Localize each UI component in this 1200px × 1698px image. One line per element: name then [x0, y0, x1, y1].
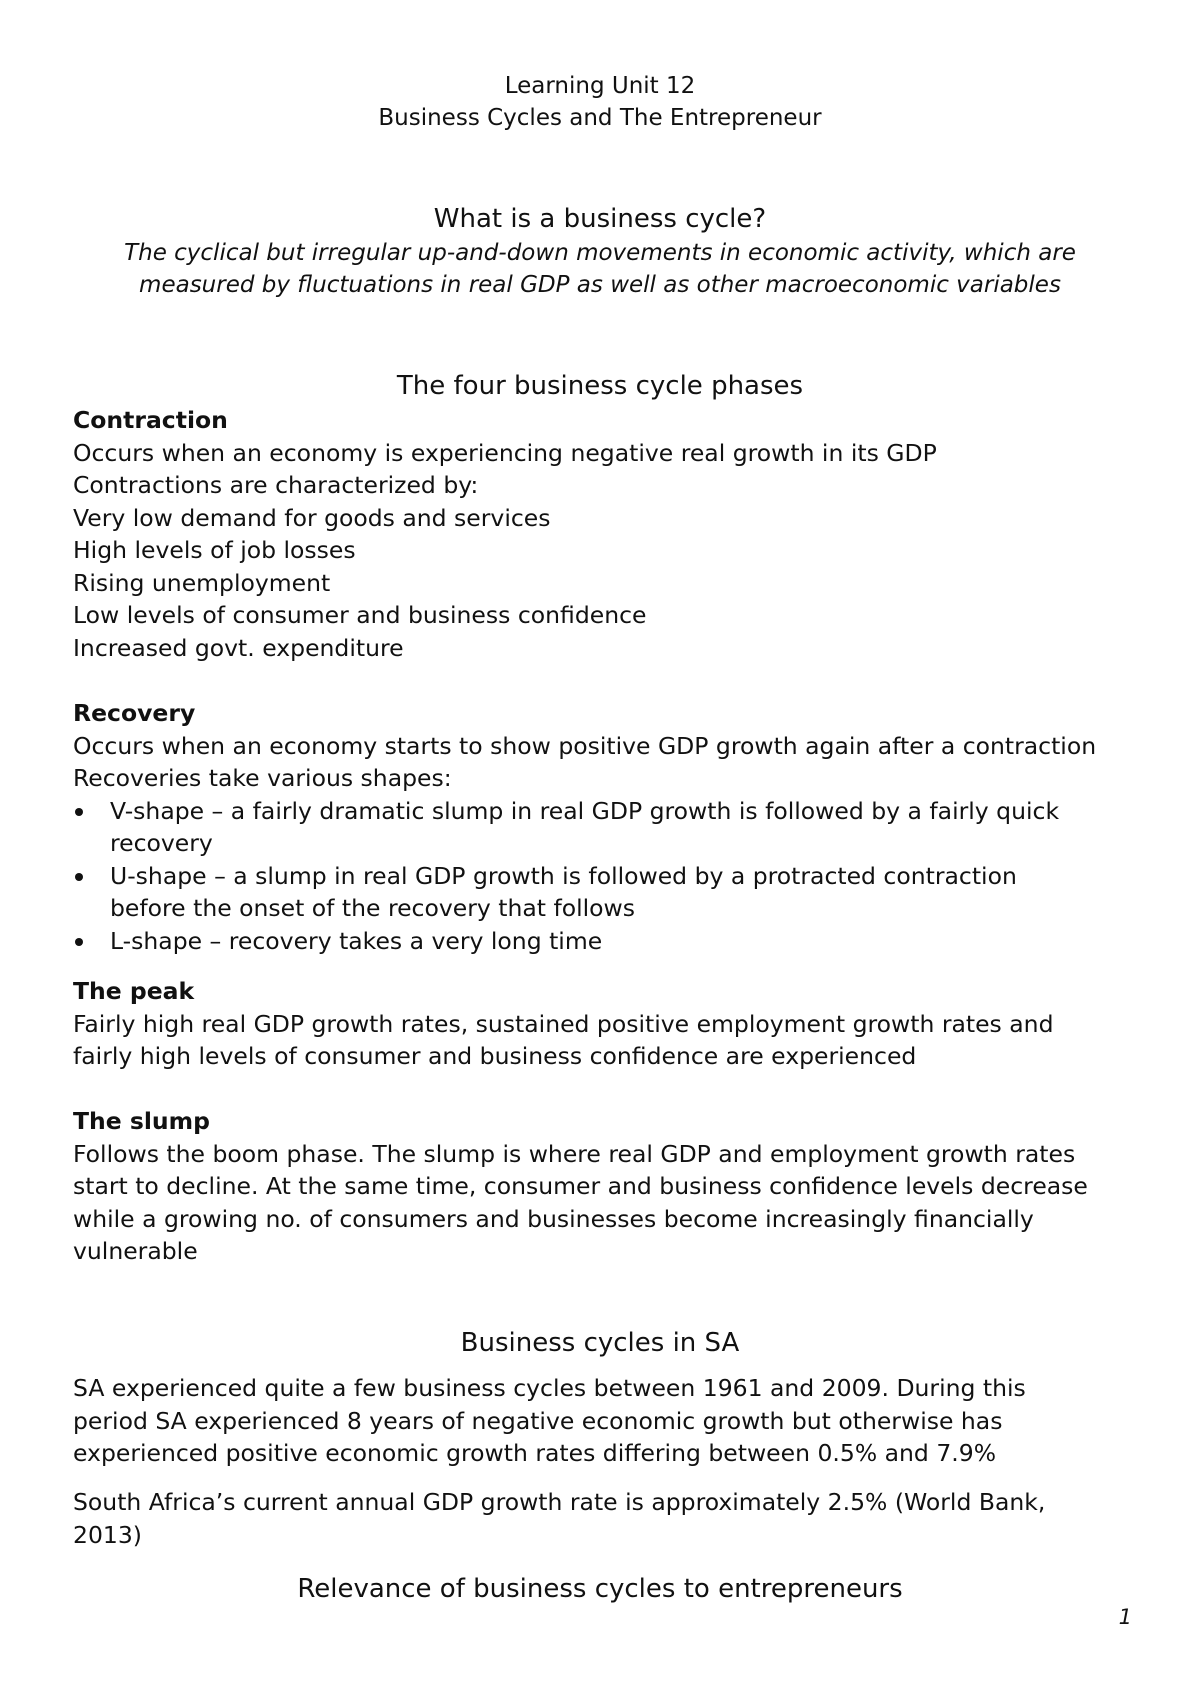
document-title: Business Cycles and The Entrepreneur [378, 105, 822, 131]
sa-paragraph-1: SA experienced quite a few business cycles between 1961 and 2009. During this period SA experienced 8 years of negative economic growth but otherwise has experienced positive economic growth rates differing between 0.5% and 7.9% [73, 1374, 1026, 1467]
slump-line: Follows the boom phase. The slump is where real GDP and employment growth rates [73, 1139, 1076, 1168]
sa-heading: Business cycles in SA [460, 1328, 740, 1358]
slump-section [73, 1105, 1143, 1268]
slump-line: vulnerable [73, 1237, 198, 1265]
list-item: V-shape – a fairly dramatic slump in real GDP growth is followed by a fairly quick recovery [73, 795, 1143, 860]
list-item: L-shape – recovery takes a very long time [73, 925, 1143, 958]
contraction-line: Very low demand for goods and services [73, 503, 551, 532]
definition-line-2: measured by fluctuations in real GDP as well as other macroeconomic variables [139, 272, 1061, 298]
contraction-line: Rising unemployment [73, 568, 331, 597]
peak-line: Fairly high real GDP growth rates, sustained positive employment growth rates and [73, 1009, 1054, 1038]
recovery-shapes-list [73, 795, 1143, 958]
contraction-line: Contractions are characterized by: [73, 471, 479, 499]
peak-title: The peak [73, 977, 195, 1005]
list-item: U-shape – a slump in real GDP growth is followed by a protracted contraction before the onset of the recovery that follows [73, 860, 1143, 925]
contraction-line: Occurs when an economy is experiencing negative real growth in its GDP [73, 438, 937, 467]
slump-line: while a growing no. of consumers and businesses become increasingly financially [73, 1204, 1034, 1233]
slump-line: start to decline. At the same time, consumer and business confidence levels decrease [73, 1172, 1088, 1200]
contraction-line: Low levels of consumer and business confidence [73, 601, 647, 629]
definition-line-1: The cyclical but irregular up-and-down movements in economic activity, which are [124, 240, 1076, 266]
page-number: 1 [1118, 1605, 1132, 1629]
recovery-line: Occurs when an economy starts to show positive GDP growth again after a contraction [73, 731, 1097, 760]
contraction-section [73, 404, 1143, 664]
sa-paragraph-2: South Africa’s current annual GDP growth rate is approximately 2.5% (World Bank, 2013) [73, 1488, 1046, 1549]
phases-heading: The four business cycle phases [396, 371, 804, 401]
contraction-line: Increased govt. expenditure [73, 633, 404, 662]
contraction-line: High levels of job losses [73, 536, 356, 564]
recovery-section [73, 697, 1143, 957]
unit-label: Learning Unit 12 [504, 73, 696, 99]
contraction-title: Contraction [73, 406, 228, 434]
relevance-heading: Relevance of business cycles to entrepreneurs [297, 1574, 903, 1604]
slump-title: The slump [73, 1107, 210, 1135]
peak-section [73, 975, 1143, 1073]
recovery-line: Recoveries take various shapes: [73, 764, 452, 792]
recovery-title: Recovery [73, 699, 196, 727]
peak-line: fairly high levels of consumer and business confidence are experienced [73, 1042, 917, 1070]
what-is-heading: What is a business cycle? [433, 204, 767, 234]
